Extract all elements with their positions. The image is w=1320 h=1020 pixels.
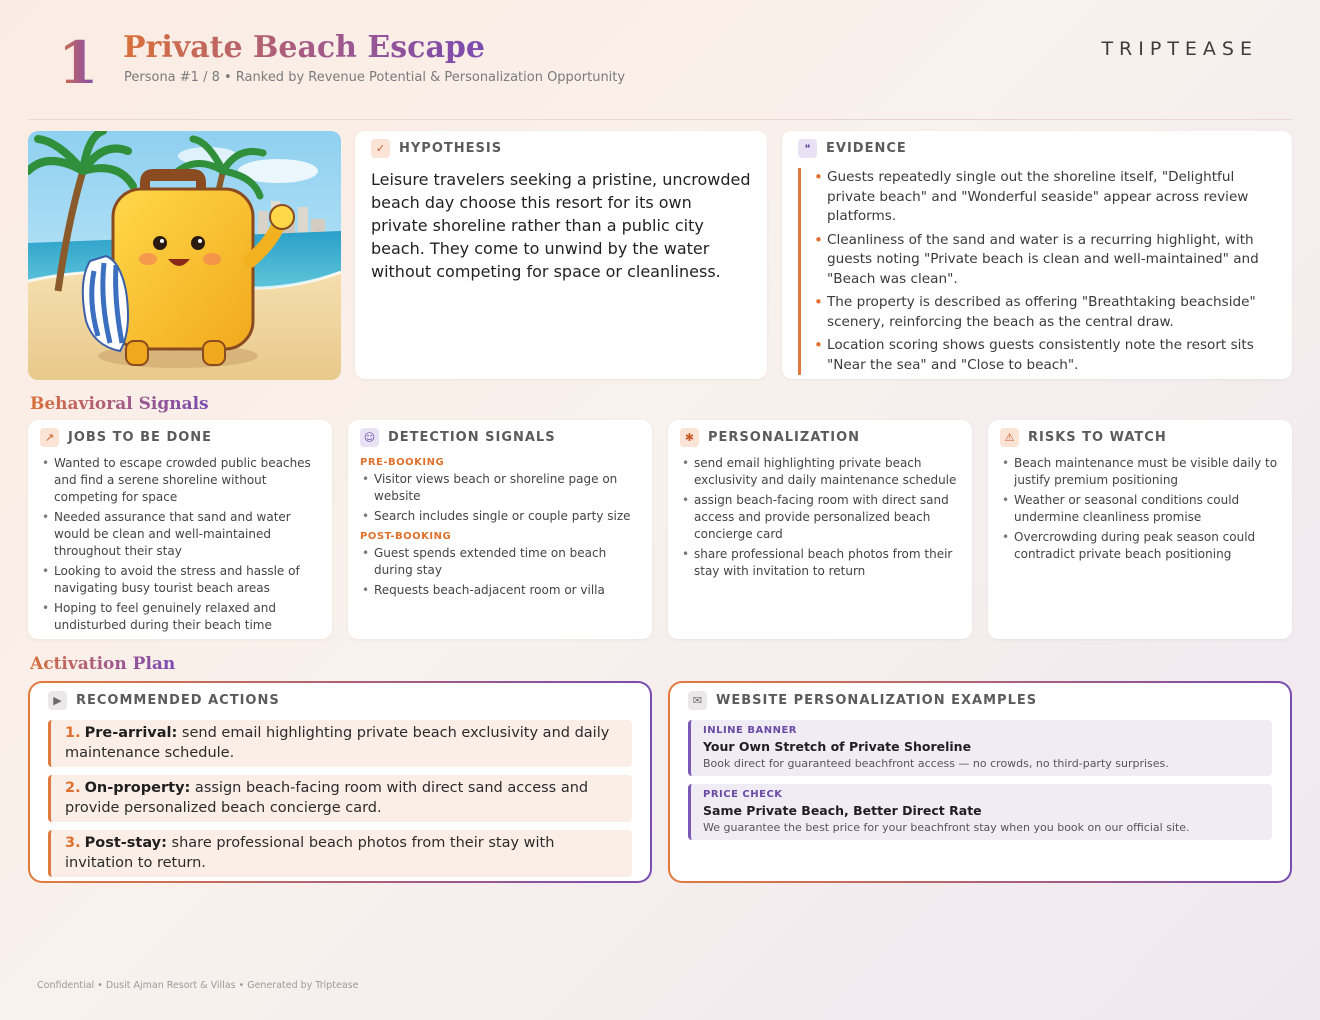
list-item: • Requests beach-adjacent room or villa: [360, 582, 640, 599]
activation-plan-title: Activation Plan: [30, 654, 176, 674]
evidence-header: [798, 139, 1276, 158]
page-footer: Confidential • Dusit Ajman Resort & Villas • Generated by Triptease: [37, 980, 359, 991]
list-item: • Needed assurance that sand and water would be clean and well-maintained throughout their stay: [40, 509, 320, 560]
detection-signals-card: [348, 420, 652, 639]
smiley-icon: ☺: [360, 428, 379, 447]
suitcase-beach-illustration: [28, 131, 341, 380]
detection-label: DETECTION SIGNALS: [388, 430, 556, 445]
action-number: 1.: [65, 725, 81, 741]
evidence-list: [798, 168, 1276, 375]
list-item: • Wanted to escape crowded public beaches and find a serene shoreline without competing for space: [40, 455, 320, 506]
example-body: We guarantee the best price for your beachfront stay when you book on our official site.: [703, 821, 1190, 834]
action-number: 2.: [65, 780, 81, 796]
arrow-up-right-icon: ↗: [40, 428, 59, 447]
evidence-item: • Location scoring shows guests consistently note the resort sits "Near the sea" and "Close to beach".: [811, 336, 1276, 375]
evidence-item: • Cleanliness of the sand and water is a recurring highlight, with guests noting "Private beach is clean and well-maintained" and "Beach was clean".: [811, 231, 1276, 290]
page-subtitle: Persona #1 / 8 • Ranked by Revenue Potential & Personalization Opportunity: [124, 70, 626, 85]
risks-header: [1000, 428, 1280, 447]
list-item: • Looking to avoid the stress and hassle of navigating busy tourist beach areas: [40, 563, 320, 597]
action-text: send email highlighting private beach exclusivity and daily maintenance schedule.: [65, 725, 610, 761]
brand-logo: TRIPTEASE: [1101, 38, 1258, 60]
persona-illustration: [28, 131, 341, 380]
personalization-header: [680, 428, 960, 447]
list-item: • Beach maintenance must be visible daily to justify premium positioning: [1000, 455, 1280, 489]
evidence-label: EVIDENCE: [826, 141, 907, 156]
personalization-label: PERSONALIZATION: [708, 430, 861, 445]
header-divider: [28, 119, 1292, 120]
pre-booking-label: PRE-BOOKING: [360, 457, 445, 468]
personalization-card: [668, 420, 972, 639]
recommended-actions-card: [28, 681, 652, 883]
jobs-label: JOBS TO BE DONE: [68, 430, 213, 445]
action-text: assign beach-facing room with direct sand access and provide personalized beach concierge card.: [65, 780, 589, 816]
evidence-item: • Guests repeatedly single out the shoreline itself, "Delightful private beach" and "Wonderful seaside" appear across review platforms.: [811, 168, 1276, 227]
warning-icon: ⚠: [1000, 428, 1019, 447]
risks-label: RISKS TO WATCH: [1028, 430, 1167, 445]
example-inline-banner: [688, 720, 1272, 776]
website-label: WEBSITE PERSONALIZATION EXAMPLES: [716, 693, 1038, 708]
action-item: [48, 830, 632, 877]
actions-header: [48, 691, 632, 710]
list-item: • send email highlighting private beach exclusivity and daily maintenance schedule: [680, 455, 960, 489]
website-personalization-card: [668, 681, 1292, 883]
evidence-item: • The property is described as offering "Breathtaking beachside" scenery, reinforcing the beach as the central draw.: [811, 293, 1276, 332]
website-header: [688, 691, 1272, 710]
list-item: • Overcrowding during peak season could contradict private beach positioning: [1000, 529, 1280, 563]
action-number: 3.: [65, 835, 81, 851]
post-booking-label: POST-BOOKING: [360, 531, 452, 542]
action-lead: Post-stay:: [84, 835, 167, 851]
example-price-check: [688, 784, 1272, 840]
mail-icon: ✉: [688, 691, 707, 710]
play-icon: ▶: [48, 691, 67, 710]
list-item: • Hoping to feel genuinely relaxed and undisturbed during their beach time: [40, 600, 320, 634]
page-title: Private Beach Escape: [123, 28, 485, 68]
website-personalization-inner: [670, 683, 1290, 881]
asterisk-icon: ✱: [680, 428, 699, 447]
detection-header: [360, 428, 640, 447]
example-tag: INLINE BANNER: [703, 725, 797, 736]
check-icon: ✓: [371, 139, 390, 158]
recommended-actions-inner: [30, 683, 650, 881]
evidence-card: [782, 131, 1292, 379]
hypothesis-header: [371, 139, 751, 158]
action-lead: On-property:: [84, 780, 191, 796]
list-item: • Weather or seasonal conditions could undermine cleanliness promise: [1000, 492, 1280, 526]
example-title: Your Own Stretch of Private Shoreline: [703, 739, 972, 754]
hypothesis-text: Leisure travelers seeking a pristine, uncrowded beach day choose this resort for its own private shoreline rather than a public city beach. They come to unwind by the water without competing for space or cleanliness.: [371, 170, 751, 281]
list-item: • share professional beach photos from their stay with invitation to return: [680, 546, 960, 580]
hypothesis-card: [355, 131, 767, 379]
behavioral-signals-title: Behavioral Signals: [30, 394, 209, 414]
action-lead: Pre-arrival:: [84, 725, 178, 741]
list-item: • Guest spends extended time on beach during stay: [360, 545, 640, 579]
list-item: • assign beach-facing room with direct sand access and provide personalized beach concierge card: [680, 492, 960, 543]
list-item: • Visitor views beach or shoreline page on website: [360, 471, 640, 505]
example-body: Book direct for guaranteed beachfront access — no crowds, no third-party surprises.: [703, 757, 1169, 770]
actions-label: RECOMMENDED ACTIONS: [76, 693, 280, 708]
action-text: share professional beach photos from their stay with invitation to return.: [65, 835, 555, 871]
quote-icon: ❝: [798, 139, 817, 158]
jobs-to-be-done-card: [28, 420, 332, 639]
list-item: • Search includes single or couple party size: [360, 508, 640, 525]
jobs-header: [40, 428, 320, 447]
example-tag: PRICE CHECK: [703, 789, 783, 800]
action-item: [48, 775, 632, 822]
action-item: [48, 720, 632, 767]
hypothesis-label: HYPOTHESIS: [399, 141, 503, 156]
risks-card: [988, 420, 1292, 639]
persona-rank: 1: [58, 29, 99, 97]
example-title: Same Private Beach, Better Direct Rate: [703, 803, 982, 818]
